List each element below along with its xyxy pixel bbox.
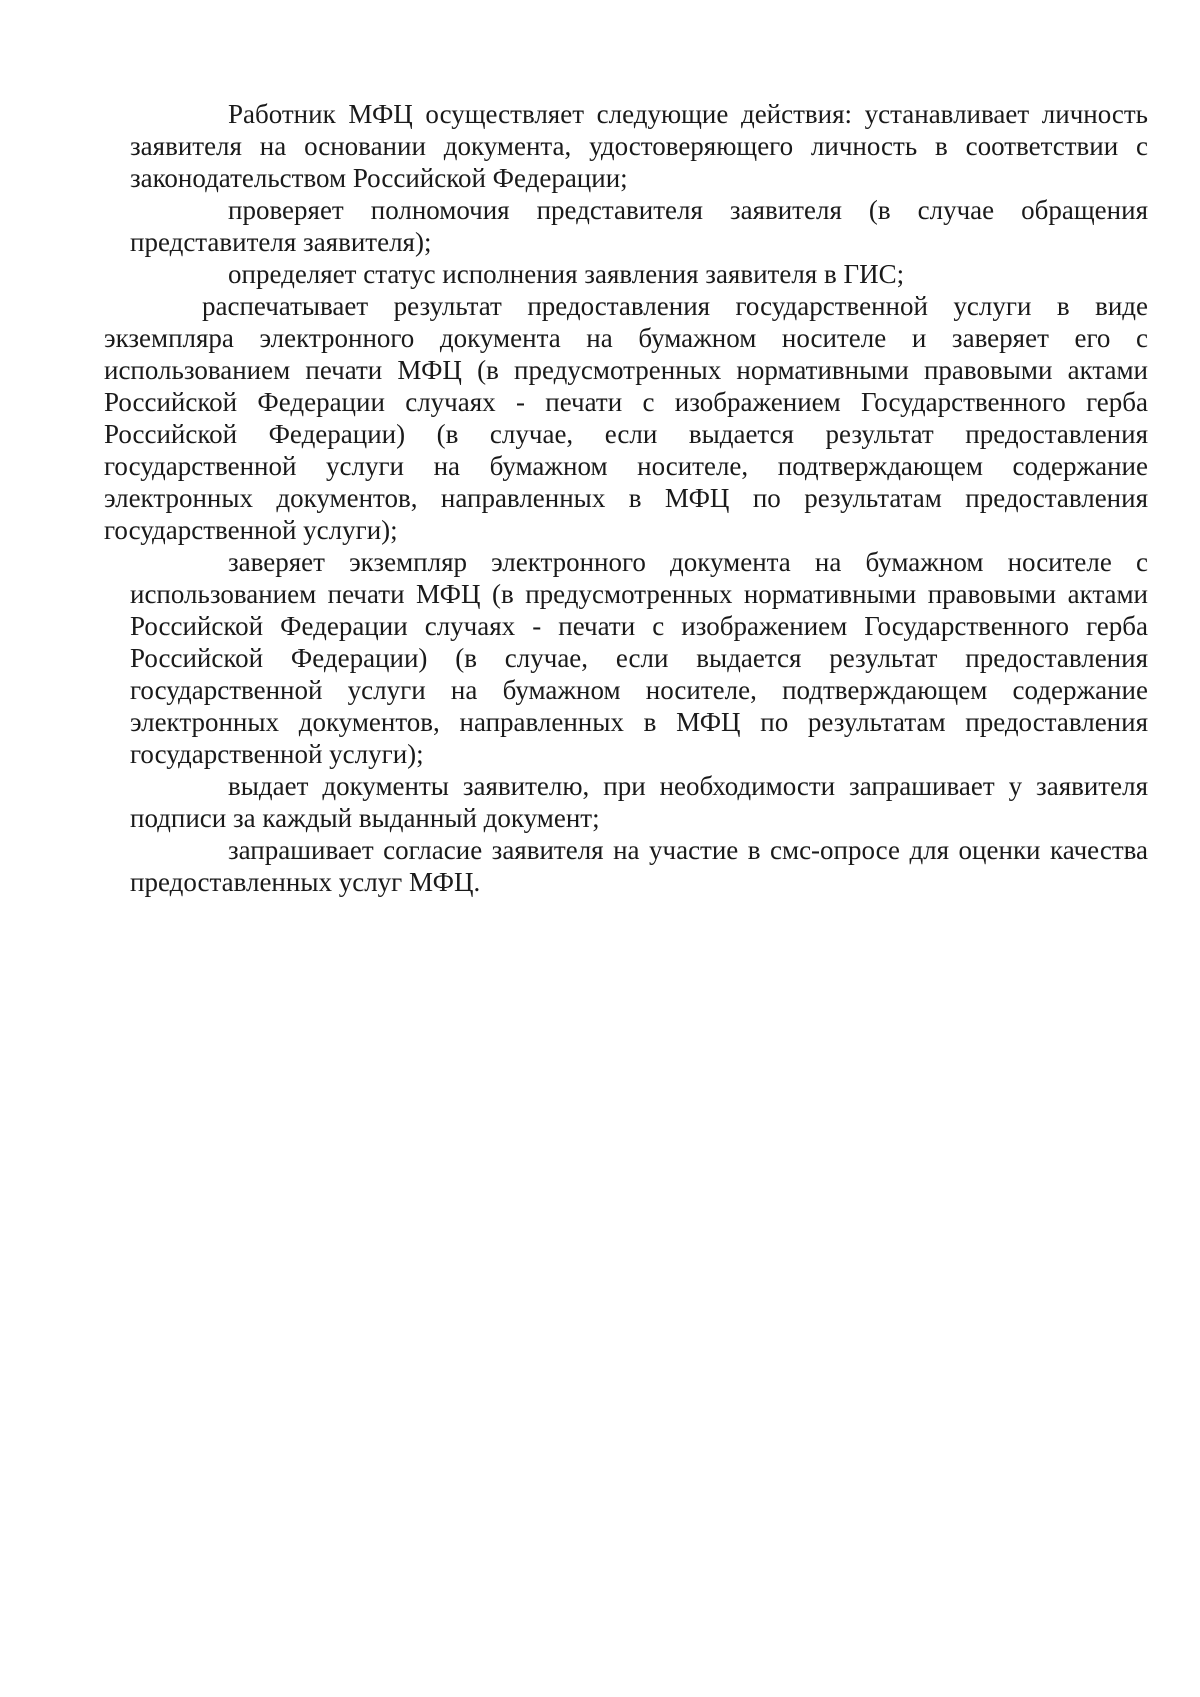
paragraph-issue-documents: выдает документы заявителю, при необходимости запрашивает у заявителя подписи за каждый выданный документ; <box>130 771 1148 833</box>
paragraph-status-check: определяет статус исполнения заявления заявителя в ГИС; <box>228 259 905 289</box>
paragraph-sms-survey: запрашивает согласие заявителя на участие в смс-опросе для оценки качества предоставленных услуг МФЦ. <box>130 835 1148 897</box>
document-body <box>104 98 1148 898</box>
paragraph-certify-copy: заверяет экземпляр электронного документа на бумажном носителе с использованием печати МФЦ (в предусмотренных нормативными правовыми актами Российской Федерации случаях - печати с изображением Государственного герба Российской Федерации) (в случае, если выдается результат предоставления государственной услуги на бумажном носителе, подтверждающем содержание электронных документов, направленных в МФЦ по результатам предоставления государственной услуги); <box>130 547 1148 769</box>
paragraph-print-result: распечатывает результат предоставления государственной услуги в виде экземпляра электронного документа на бумажном носителе и заверяет его с использованием печати МФЦ (в предусмотренных нормативными правовыми актами Российской Федерации случаях - печати с изображением Государственного герба Российской Федерации) (в случае, если выдается результат предоставления государственной услуги на бумажном носителе, подтверждающем содержание электронных документов, направленных в МФЦ по результатам предоставления государственной услуги); <box>104 291 1148 545</box>
paragraph-identity-check: Работник МФЦ осуществляет следующие действия: устанавливает личность заявителя на основании документа, удостоверяющего личность в соответствии с законодательством Российской Федерации; <box>130 99 1148 193</box>
paragraph-representative-check: проверяет полномочия представителя заявителя (в случае обращения представителя заявителя); <box>130 195 1148 257</box>
